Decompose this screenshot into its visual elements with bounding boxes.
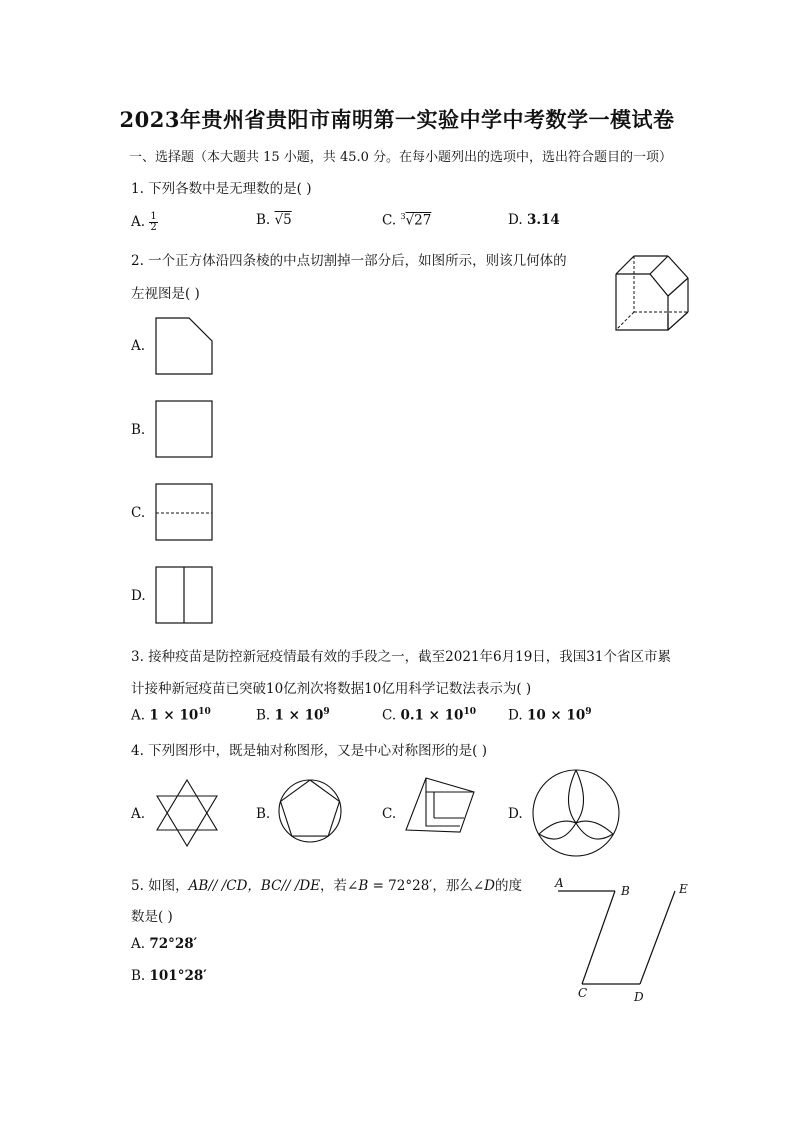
q2-solid-figure xyxy=(612,252,692,332)
q3-a-label: A. xyxy=(131,707,146,724)
q4-a-label[interactable]: A. xyxy=(131,806,146,822)
q2-option-d-figure[interactable] xyxy=(155,566,213,624)
q2-b-label[interactable]: B. xyxy=(131,422,146,438)
q4-option-d-circle-arcs[interactable] xyxy=(531,768,621,858)
q1-a-label: A. xyxy=(131,214,146,230)
q5-label-b: B xyxy=(621,884,630,898)
q3-d-exp: 9 xyxy=(585,707,592,717)
q1-c-index: 3 xyxy=(400,212,406,221)
q5-label-c: C xyxy=(578,986,588,1000)
q1-c-value: √27 xyxy=(405,212,432,229)
q4-option-c-square-figure[interactable] xyxy=(404,776,476,834)
q5-stem-line2: 数是( ) xyxy=(131,909,173,925)
q1-option-d[interactable] xyxy=(508,212,560,228)
q2-stem-line1: 2. 一个正方体沿四条棱的中点切割掉一部分后，如图所示，则该几何体的 xyxy=(131,253,567,269)
q3-b-label: B. xyxy=(256,707,271,724)
q1-a-fraction: $\frac{1}{2}$ xyxy=(150,211,157,233)
q2-option-c-figure[interactable] xyxy=(155,483,213,541)
q5-label-e: E xyxy=(679,882,688,896)
q4-option-b-pentagon-circle[interactable] xyxy=(277,778,343,844)
q3-option-a[interactable] xyxy=(131,707,211,724)
q5-b-value: 101°28′ xyxy=(149,968,207,984)
q4-d-label[interactable]: D. xyxy=(508,806,523,822)
q5-label-a: A xyxy=(555,876,564,890)
q4-stem: 4. 下列图形中，既是轴对称图形，又是中心对称图形的是( ) xyxy=(131,743,487,759)
q3-stem-line1: 3. 接种疫苗是防控新冠疫情最有效的手段之一，截至2021年6月19日，我国31个省区市累 xyxy=(131,649,671,665)
q3-d-label: D. xyxy=(508,707,523,724)
q1-option-b[interactable] xyxy=(256,212,292,228)
q5-b-label: B. xyxy=(131,968,146,984)
q2-d-label[interactable]: D. xyxy=(131,588,146,604)
section-heading: 一、选择题（本大题共 15 小题，共 45.0 分。在每小题列出的选项中，选出符合题目的一项） xyxy=(129,150,673,165)
q1-stem: 1. 下列各数中是无理数的是( ) xyxy=(131,181,312,197)
q3-b-base: 1 × 10 xyxy=(274,707,324,724)
q3-stem-line2: 计接种新冠疫苗已突破10亿剂次将数据10亿用科学记数法表示为( ) xyxy=(131,681,532,697)
q5-a-value: 72°28′ xyxy=(149,936,198,952)
q5-label-d: D xyxy=(634,990,644,1004)
q2-a-label[interactable]: A. xyxy=(131,338,146,354)
q1-option-c[interactable] xyxy=(382,212,431,229)
q3-option-c[interactable] xyxy=(382,707,476,724)
q1-d-value: 3.14 xyxy=(526,212,560,228)
page-title: 2023年贵州省贵阳市南明第一实验中学中考数学一模试卷 xyxy=(119,107,675,132)
q5-stem-line1: 5. 如图，AB// /CD，BC// /DE，若∠B = 72°28′，那么∠D的度 xyxy=(131,878,522,894)
q5-a-label: A. xyxy=(131,936,146,952)
q3-c-label: C. xyxy=(382,707,397,724)
q3-c-exp: 10 xyxy=(463,707,476,717)
q1-option-a[interactable] xyxy=(131,212,158,233)
q2-option-b-figure[interactable] xyxy=(155,400,213,458)
q3-d-base: 10 × 10 xyxy=(526,707,586,724)
q1-b-value: √5 xyxy=(274,212,292,228)
q2-stem-line2: 左视图是( ) xyxy=(131,286,200,302)
q2-c-label[interactable]: C. xyxy=(131,505,146,521)
q4-c-label[interactable]: C. xyxy=(382,806,397,822)
q2-option-a-figure[interactable] xyxy=(155,317,213,375)
q3-a-exp: 10 xyxy=(198,707,211,717)
q1-c-label: C. xyxy=(382,212,397,229)
q3-b-exp: 9 xyxy=(323,707,330,717)
q1-d-label: D. xyxy=(508,212,523,228)
q3-option-b[interactable] xyxy=(256,707,330,724)
q4-b-label[interactable]: B. xyxy=(256,806,271,822)
q1-b-label: B. xyxy=(256,212,271,228)
q5-option-b[interactable] xyxy=(131,968,207,984)
q3-option-d[interactable] xyxy=(508,707,592,724)
q3-c-base: 0.1 × 10 xyxy=(400,707,464,724)
q3-a-base: 1 × 10 xyxy=(149,707,199,724)
q5-option-a[interactable] xyxy=(131,936,197,952)
q4-option-a-hexagram[interactable] xyxy=(155,778,219,848)
